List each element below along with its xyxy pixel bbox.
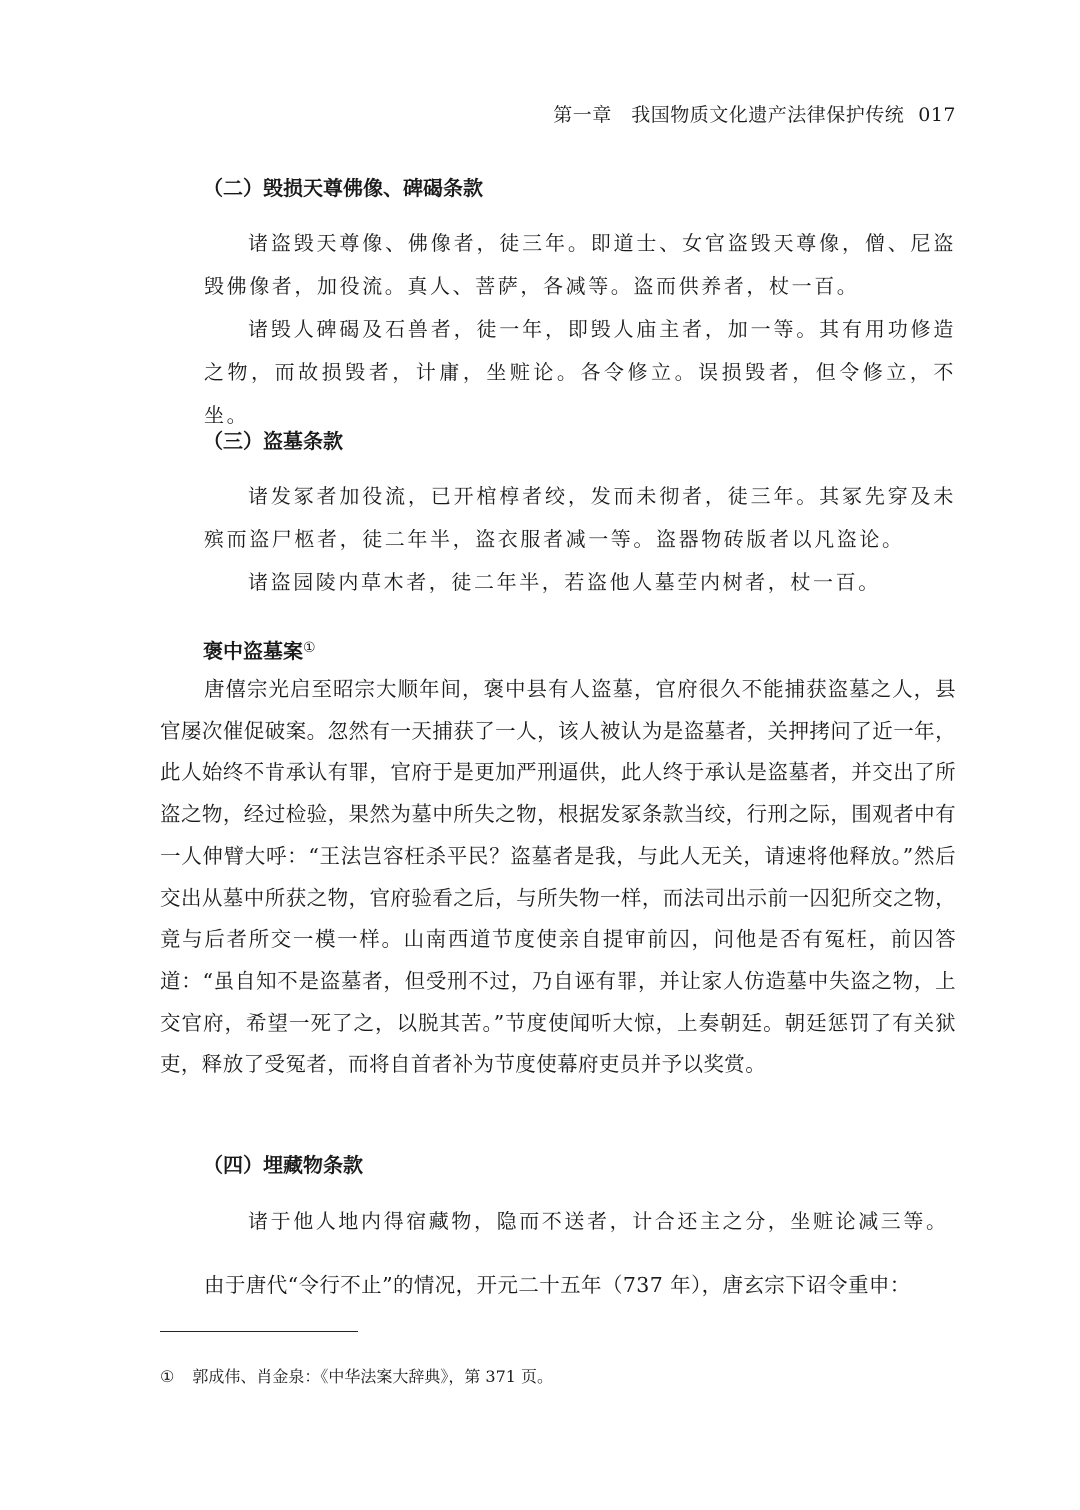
running-header xyxy=(553,100,956,127)
statute-quote-2: 诸毁人碑碣及石兽者，徒一年，即毁人庙主者，加一等。其有用功修造之物，而故损毁者，计庸，坐赃论。各令修立。误损毁者，但令修立，不坐。 xyxy=(204,317,956,427)
case-narrative: 唐僖宗光启至昭宗大顺年间，褒中县有人盗墓，官府很久不能捕获盗墓之人，县官屡次催促破案。忽然有一天捕获了一人，该人被认为是盗墓者，关押拷问了近一年，此人始终不肯承认有罪，官府于是更加严刑逼供，此人终于承认是盗墓者，并交出了所盗之物，经过检验，果然为墓中所失之物，根据发冢条款当绞，行刑之际，围观者中有一人伸臂大呼：“王法岂容枉杀平民？盗墓者是我，与此人无关，请速将他释放。”然后交出从墓中所获之物，官府验看之后，与所失物一样，而法司出示前一囚犯所交之物，竟与后者所交一模一样。山南西道节度使亲自提审前囚，问他是否有冤枉，前囚答道：“虽自知不是盗墓者，但受刑不过，乃自诬有罪，并让家人仿造墓中失盗之物，上交官府，希望一死了之，以脱其苦。”节度使闻听大惊，上奏朝廷。朝廷惩罚了有关狱吏，释放了受冤者，而将自首者补为节度使幕府吏员并予以奖赏。 xyxy=(160,677,956,1077)
case-title xyxy=(203,635,316,664)
page-number: 017 xyxy=(918,104,956,126)
footnote xyxy=(160,1364,553,1387)
footnote-marker: ① xyxy=(160,1367,175,1386)
section-heading-4: （四）埋藏物条款 xyxy=(203,1153,363,1177)
chapter-title: 第一章 我国物质文化遗产法律保护传统 xyxy=(553,104,905,126)
footnote-divider xyxy=(160,1331,358,1332)
statute-quote-5: 诸于他人地内得宿藏物，隐而不送者，计合还主之分，坐赃论减三等。 xyxy=(248,1209,949,1233)
statute-quote-3: 诸发冢者加役流，已开棺椁者绞，发而未彻者，徒三年。其冢先穿及未殡而盗尸柩者，徒二年半，盗衣服者减一等。盗器物砖版者以凡盗论。 xyxy=(204,484,956,551)
case-title-text: 褒中盗墓案 xyxy=(203,639,303,663)
closing-paragraph: 由于唐代“令行不止”的情况，开元二十五年（737 年），唐玄宗下诏令重申： xyxy=(204,1273,911,1297)
footnote-reference[interactable]: ① xyxy=(303,640,316,656)
section-heading-3: （三）盗墓条款 xyxy=(203,429,343,453)
section-heading-2: （二）毁损天尊佛像、碑碣条款 xyxy=(203,176,483,200)
statute-quote-1: 诸盗毁天尊像、佛像者，徒三年。即道士、女官盗毁天尊像，僧、尼盗毁佛像者，加役流。真人、菩萨，各减等。盗而供养者，杖一百。 xyxy=(204,231,956,298)
footnote-text: 郭成伟、肖金泉：《中华法案大辞典》，第 371 页。 xyxy=(192,1367,554,1386)
statute-quote-4: 诸盗园陵内草木者，徒二年半，若盗他人墓茔内树者，杖一百。 xyxy=(248,570,881,594)
